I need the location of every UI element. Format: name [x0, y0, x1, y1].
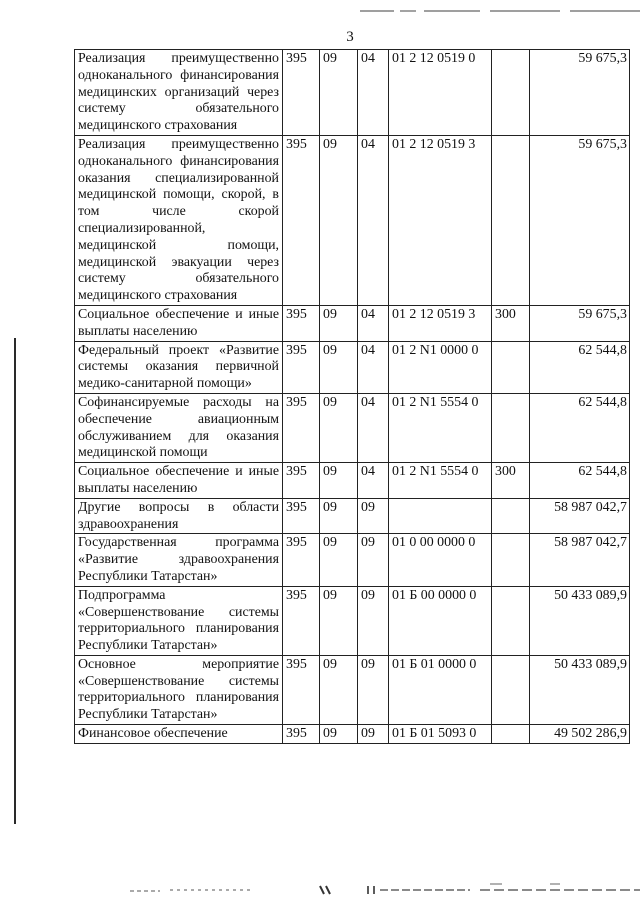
table-row [75, 50, 630, 136]
cell-amount: 58 987 042,7 [530, 534, 630, 586]
cell-item-name: Подпрограмма «Совершенствование системы территориального планирования Республики Татарстан» [75, 586, 283, 655]
cell-section-code: 09 [320, 305, 358, 341]
cell-item-name: Другие вопросы в области здравоохранения [75, 498, 283, 534]
cell-section-code: 09 [320, 498, 358, 534]
cell-item-name: Социальное обеспечение и иные выплаты населению [75, 305, 283, 341]
cell-ministry-code: 395 [283, 586, 320, 655]
cell-ministry-code: 395 [283, 305, 320, 341]
cell-ministry-code: 395 [283, 725, 320, 744]
table-row [75, 463, 630, 499]
cell-section-code: 09 [320, 463, 358, 499]
cell-target-article-code: 01 2 N1 0000 0 [389, 341, 492, 393]
cell-section-code: 09 [320, 393, 358, 462]
cell-section-code: 09 [320, 534, 358, 586]
scan-artifact-top [360, 2, 640, 10]
cell-expense-type-code [492, 586, 530, 655]
cell-amount: 62 544,8 [530, 341, 630, 393]
cell-subsection-code: 09 [358, 498, 389, 534]
cell-target-article-code: 01 2 N1 5554 0 [389, 463, 492, 499]
cell-subsection-code: 04 [358, 463, 389, 499]
cell-expense-type-code [492, 534, 530, 586]
cell-expense-type-code [492, 498, 530, 534]
cell-target-article-code [389, 498, 492, 534]
cell-ministry-code: 395 [283, 50, 320, 136]
cell-amount: 62 544,8 [530, 393, 630, 462]
cell-item-name: Основное мероприятие «Совершенствование системы территориального планирования Республики Татарстан» [75, 655, 283, 724]
cell-amount: 58 987 042,7 [530, 498, 630, 534]
cell-item-name: Софинансируемые расходы на обеспечение авиационным обслуживанием для оказания медицинской помощи [75, 393, 283, 462]
cell-subsection-code: 09 [358, 725, 389, 744]
cell-target-article-code: 01 Б 01 0000 0 [389, 655, 492, 724]
cell-amount: 50 433 089,9 [530, 655, 630, 724]
cell-subsection-code: 09 [358, 586, 389, 655]
cell-subsection-code: 04 [358, 393, 389, 462]
page-number: 3 [346, 29, 354, 45]
cell-expense-type-code [492, 655, 530, 724]
cell-ministry-code: 395 [283, 655, 320, 724]
cell-expense-type-code [492, 725, 530, 744]
cell-target-article-code: 01 0 00 0000 0 [389, 534, 492, 586]
table-row [75, 534, 630, 586]
table-row [75, 655, 630, 724]
scan-artifact-bottom [130, 880, 640, 900]
cell-amount: 49 502 286,9 [530, 725, 630, 744]
cell-amount: 59 675,3 [530, 135, 630, 305]
cell-section-code: 09 [320, 341, 358, 393]
cell-amount: 62 544,8 [530, 463, 630, 499]
cell-expense-type-code [492, 341, 530, 393]
cell-ministry-code: 395 [283, 393, 320, 462]
cell-item-name: Финансовое обеспечение [75, 725, 283, 744]
cell-subsection-code: 04 [358, 305, 389, 341]
cell-target-article-code: 01 2 12 0519 0 [389, 50, 492, 136]
cell-subsection-code: 09 [358, 655, 389, 724]
cell-ministry-code: 395 [283, 463, 320, 499]
cell-section-code: 09 [320, 50, 358, 136]
cell-item-name: Реализация преимущественно одноканального финансирования оказания специализированной медицинской помощи, скорой, в том числе скорой специализированной, медицинской помощи, медицинской эвакуации через систему обязательного медицинского страхования [75, 135, 283, 305]
cell-item-name: Реализация преимущественно одноканального финансирования медицинских организаций через систему обязательного медицинского страхования [75, 50, 283, 136]
cell-item-name: Социальное обеспечение и иные выплаты населению [75, 463, 283, 499]
cell-amount: 59 675,3 [530, 50, 630, 136]
cell-target-article-code: 01 Б 00 0000 0 [389, 586, 492, 655]
cell-subsection-code: 04 [358, 341, 389, 393]
cell-item-name: Государственная программа «Развитие здравоохранения Республики Татарстан» [75, 534, 283, 586]
cell-ministry-code: 395 [283, 341, 320, 393]
cell-section-code: 09 [320, 725, 358, 744]
cell-item-name: Федеральный проект «Развитие системы оказания первичной медико-санитарной помощи» [75, 341, 283, 393]
cell-expense-type-code [492, 393, 530, 462]
table-row [75, 586, 630, 655]
cell-expense-type-code [492, 50, 530, 136]
cell-subsection-code: 04 [358, 135, 389, 305]
budget-table [74, 49, 630, 744]
cell-target-article-code: 01 2 12 0519 3 [389, 135, 492, 305]
cell-amount: 50 433 089,9 [530, 586, 630, 655]
cell-subsection-code: 04 [358, 50, 389, 136]
cell-ministry-code: 395 [283, 135, 320, 305]
cell-section-code: 09 [320, 586, 358, 655]
cell-target-article-code: 01 2 12 0519 3 [389, 305, 492, 341]
cell-expense-type-code: 300 [492, 305, 530, 341]
table-row [75, 393, 630, 462]
cell-section-code: 09 [320, 655, 358, 724]
cell-target-article-code: 01 Б 01 5093 0 [389, 725, 492, 744]
table-row [75, 725, 630, 744]
table-row [75, 135, 630, 305]
cell-target-article-code: 01 2 N1 5554 0 [389, 393, 492, 462]
table-row [75, 498, 630, 534]
binding-line [14, 338, 16, 824]
cell-expense-type-code [492, 135, 530, 305]
cell-ministry-code: 395 [283, 498, 320, 534]
table-row [75, 341, 630, 393]
cell-subsection-code: 09 [358, 534, 389, 586]
cell-ministry-code: 395 [283, 534, 320, 586]
cell-expense-type-code: 300 [492, 463, 530, 499]
cell-amount: 59 675,3 [530, 305, 630, 341]
cell-section-code: 09 [320, 135, 358, 305]
table-row [75, 305, 630, 341]
